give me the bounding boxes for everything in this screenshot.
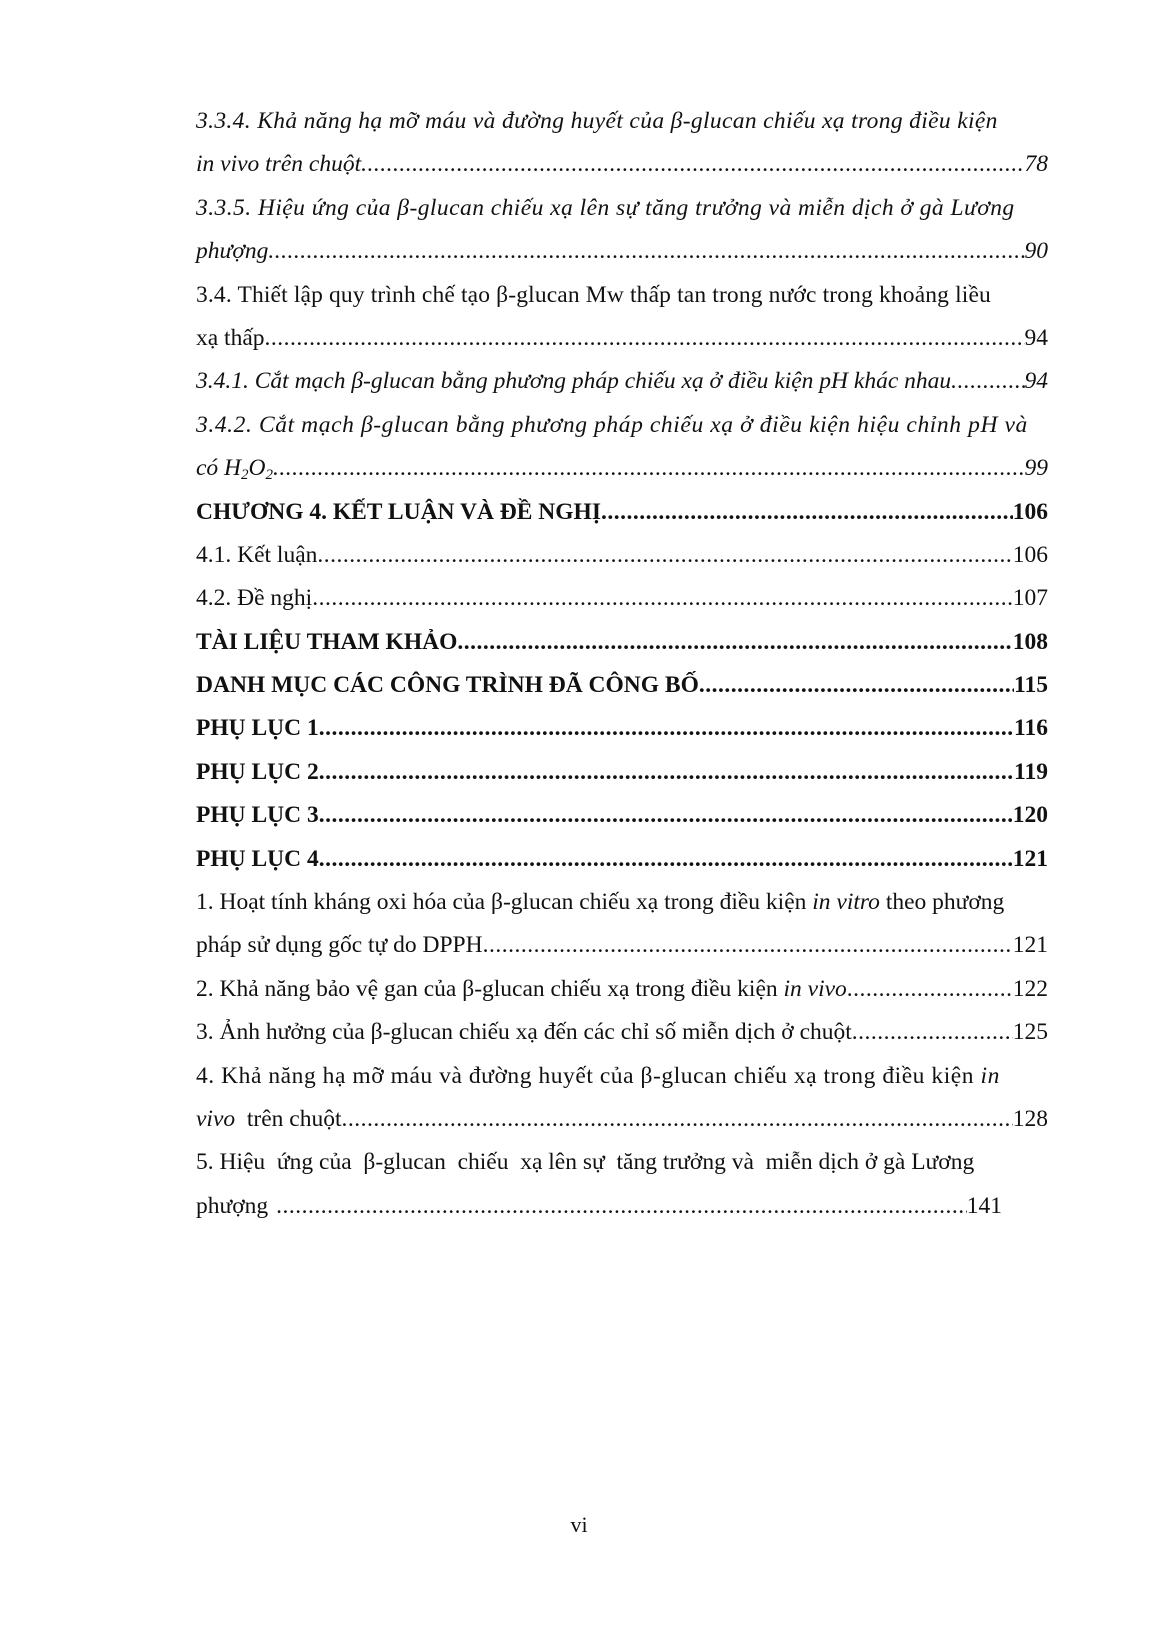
toc-entry-text (196, 968, 847, 1011)
toc-entry-text: 1. Hoạt tính kháng oxi hóa của β-glucan chiếu xạ trong điều kiện (196, 889, 813, 916)
toc-entry-chapter-4[interactable] (196, 491, 1048, 534)
dot-leader (319, 794, 1013, 837)
toc-page-number: 121 (1012, 932, 1048, 959)
dot-leader (268, 1185, 967, 1228)
toc-entry-italic: vivo (196, 1105, 236, 1132)
toc-entry-italic: in (980, 1062, 1000, 1089)
toc-entry-references[interactable] (196, 621, 1048, 664)
dot-leader (457, 621, 1012, 664)
toc-page-number: 125 (1012, 1019, 1048, 1046)
dot-leader (319, 751, 1014, 794)
toc-page-number: 78 (1024, 151, 1048, 178)
toc-entry-text: CHƯƠNG 4. KẾT LUẬN VÀ ĐỀ NGHỊ (196, 498, 601, 525)
toc-entry-text: 3.4.1. Cắt mạch β-glucan bằng phương pháp chiếu xạ ở điều kiện pH khác nhau (196, 368, 952, 395)
dot-leader (342, 1098, 1013, 1141)
toc-entry-3-4-line1[interactable]: 3.4. Thiết lập quy trình chế tạo β-glucan Mw thấp tan trong nước trong khoảng liều (196, 281, 991, 308)
toc-entry-appendix-4[interactable] (196, 838, 1048, 881)
toc-page-number: 106 (1012, 541, 1048, 568)
toc-entry-app-2[interactable] (196, 968, 1048, 1011)
toc-entry-3-4-2-line1[interactable]: 3.4.2. Cắt mạch β-glucan bằng phương pháp chiếu xạ ở điều kiện hiệu chỉnh pH và (196, 411, 1028, 438)
subscript: 2 (241, 467, 249, 484)
dot-leader (268, 230, 1024, 273)
table-of-contents (196, 100, 1048, 1228)
toc-entry-app-1-line1[interactable] (196, 881, 1048, 924)
toc-entry-text: in vivo trên chuột (196, 151, 362, 178)
toc-page-number: 106 (1012, 498, 1048, 525)
toc-page-number: 94 (1024, 324, 1048, 351)
dot-leader (847, 968, 1013, 1011)
toc-entry-text: DANH MỤC CÁC CÔNG TRÌNH ĐÃ CÔNG BỐ (196, 672, 699, 699)
toc-entry-text-main: 2. Khả năng bảo vệ gan của β-glucan chiếu xạ trong điều kiện (196, 975, 784, 1002)
toc-entry-text: PHỤ LỤC 2 (196, 758, 319, 785)
dot-leader (483, 924, 1013, 967)
toc-entry-text: 4. Khả năng hạ mỡ máu và đường huyết của β-glucan chiếu xạ trong điều kiện (196, 1062, 981, 1089)
toc-page-number: 120 (1012, 802, 1048, 829)
toc-entry-3-3-5-line1[interactable]: 3.3.5. Hiệu ứng của β-glucan chiếu xạ lên sự tăng trưởng và miễn dịch ở gà Lương (196, 194, 1015, 221)
toc-entry-4-1[interactable] (196, 534, 1048, 577)
toc-entry-appendix-3[interactable] (196, 794, 1048, 837)
toc-page-number: 116 (1014, 715, 1048, 742)
toc-entry-4-2[interactable] (196, 577, 1048, 620)
toc-entry-publications[interactable] (196, 664, 1048, 707)
dot-leader (951, 360, 1024, 403)
toc-entry-app-1[interactable] (196, 924, 1048, 967)
dot-leader (265, 317, 1025, 360)
dot-leader (361, 143, 1024, 186)
toc-entry-3-4-1[interactable] (196, 360, 1048, 403)
toc-entry-text: PHỤ LỤC 1 (196, 715, 319, 742)
toc-page-number: 141 (966, 1192, 1002, 1219)
dot-leader (699, 664, 1014, 707)
toc-page-number: 121 (1012, 845, 1048, 872)
toc-entry-appendix-2[interactable] (196, 751, 1048, 794)
dot-leader (852, 1011, 1013, 1054)
dot-leader (317, 534, 1012, 577)
toc-entry-3-4[interactable] (196, 317, 1048, 360)
toc-entry-text-prefix: có H (196, 455, 242, 482)
page-number-footer: vi (570, 1512, 588, 1537)
toc-entry-app-5-line1[interactable]: 5. Hiệu ứng của β-glucan chiếu xạ lên sự tăng trưởng và miễn dịch ở gà Lương (196, 1149, 975, 1176)
toc-entry-text: PHỤ LỤC 3 (196, 802, 319, 829)
toc-entry-text: 3. Ảnh hưởng của β-glucan chiếu xạ đến các chỉ số miễn dịch ở chuột (196, 1019, 852, 1046)
toc-entry-text: xạ thấp (196, 324, 265, 351)
toc-page-number: 122 (1012, 975, 1048, 1002)
toc-entry-app-3[interactable] (196, 1011, 1048, 1054)
toc-entry-appendix-1[interactable] (196, 707, 1048, 750)
toc-entry-text: TÀI LIỆU THAM KHẢO (196, 628, 458, 655)
toc-entry-text (196, 1098, 342, 1141)
toc-entry-3-3-4[interactable] (196, 143, 1048, 186)
toc-entry-text: PHỤ LỤC 4 (196, 845, 319, 872)
toc-entry-text: 4.1. Kết luận (196, 541, 318, 568)
dot-leader (312, 577, 1013, 620)
subscript: 2 (265, 467, 274, 484)
toc-entry-3-4-2[interactable] (196, 447, 1048, 490)
dot-leader (319, 838, 1013, 881)
toc-entry-italic: in vivo (783, 975, 847, 1002)
toc-entry-3-3-4-line1[interactable]: 3.3.4. Khả năng hạ mỡ máu và đường huyết của β-glucan chiếu xạ trong điều kiện (196, 108, 998, 134)
toc-page-number: 107 (1012, 585, 1048, 612)
toc-page-number: 108 (1012, 628, 1048, 655)
toc-entry-text: phượng (196, 238, 269, 265)
toc-entry-text-mid: O (248, 455, 266, 482)
toc-page-number: 94 (1024, 368, 1048, 395)
dot-leader (601, 491, 1013, 534)
toc-entry-text: phượng (196, 1192, 269, 1219)
toc-entry-app-5[interactable] (196, 1185, 1002, 1228)
toc-entry-app-4-line1[interactable] (196, 1055, 1048, 1098)
toc-entry-text (196, 447, 273, 490)
toc-page-number: 115 (1014, 672, 1048, 699)
dot-leader (319, 707, 1014, 750)
toc-entry-text: pháp sử dụng gốc tự do DPPH (196, 932, 483, 959)
toc-entry-text: 4.2. Đề nghị (196, 585, 313, 612)
toc-page-number: 119 (1014, 758, 1048, 785)
dot-leader (273, 447, 1024, 490)
toc-page-number: 90 (1024, 238, 1048, 265)
toc-entry-italic: in vitro (812, 889, 880, 916)
toc-page-number: 128 (1012, 1105, 1048, 1132)
toc-entry-text-main: trên chuột (235, 1105, 342, 1132)
toc-entry-3-3-5[interactable] (196, 230, 1048, 273)
toc-entry-text: theo phương (879, 889, 1005, 916)
toc-entry-app-4[interactable] (196, 1098, 1048, 1141)
toc-page-number: 99 (1024, 455, 1048, 482)
